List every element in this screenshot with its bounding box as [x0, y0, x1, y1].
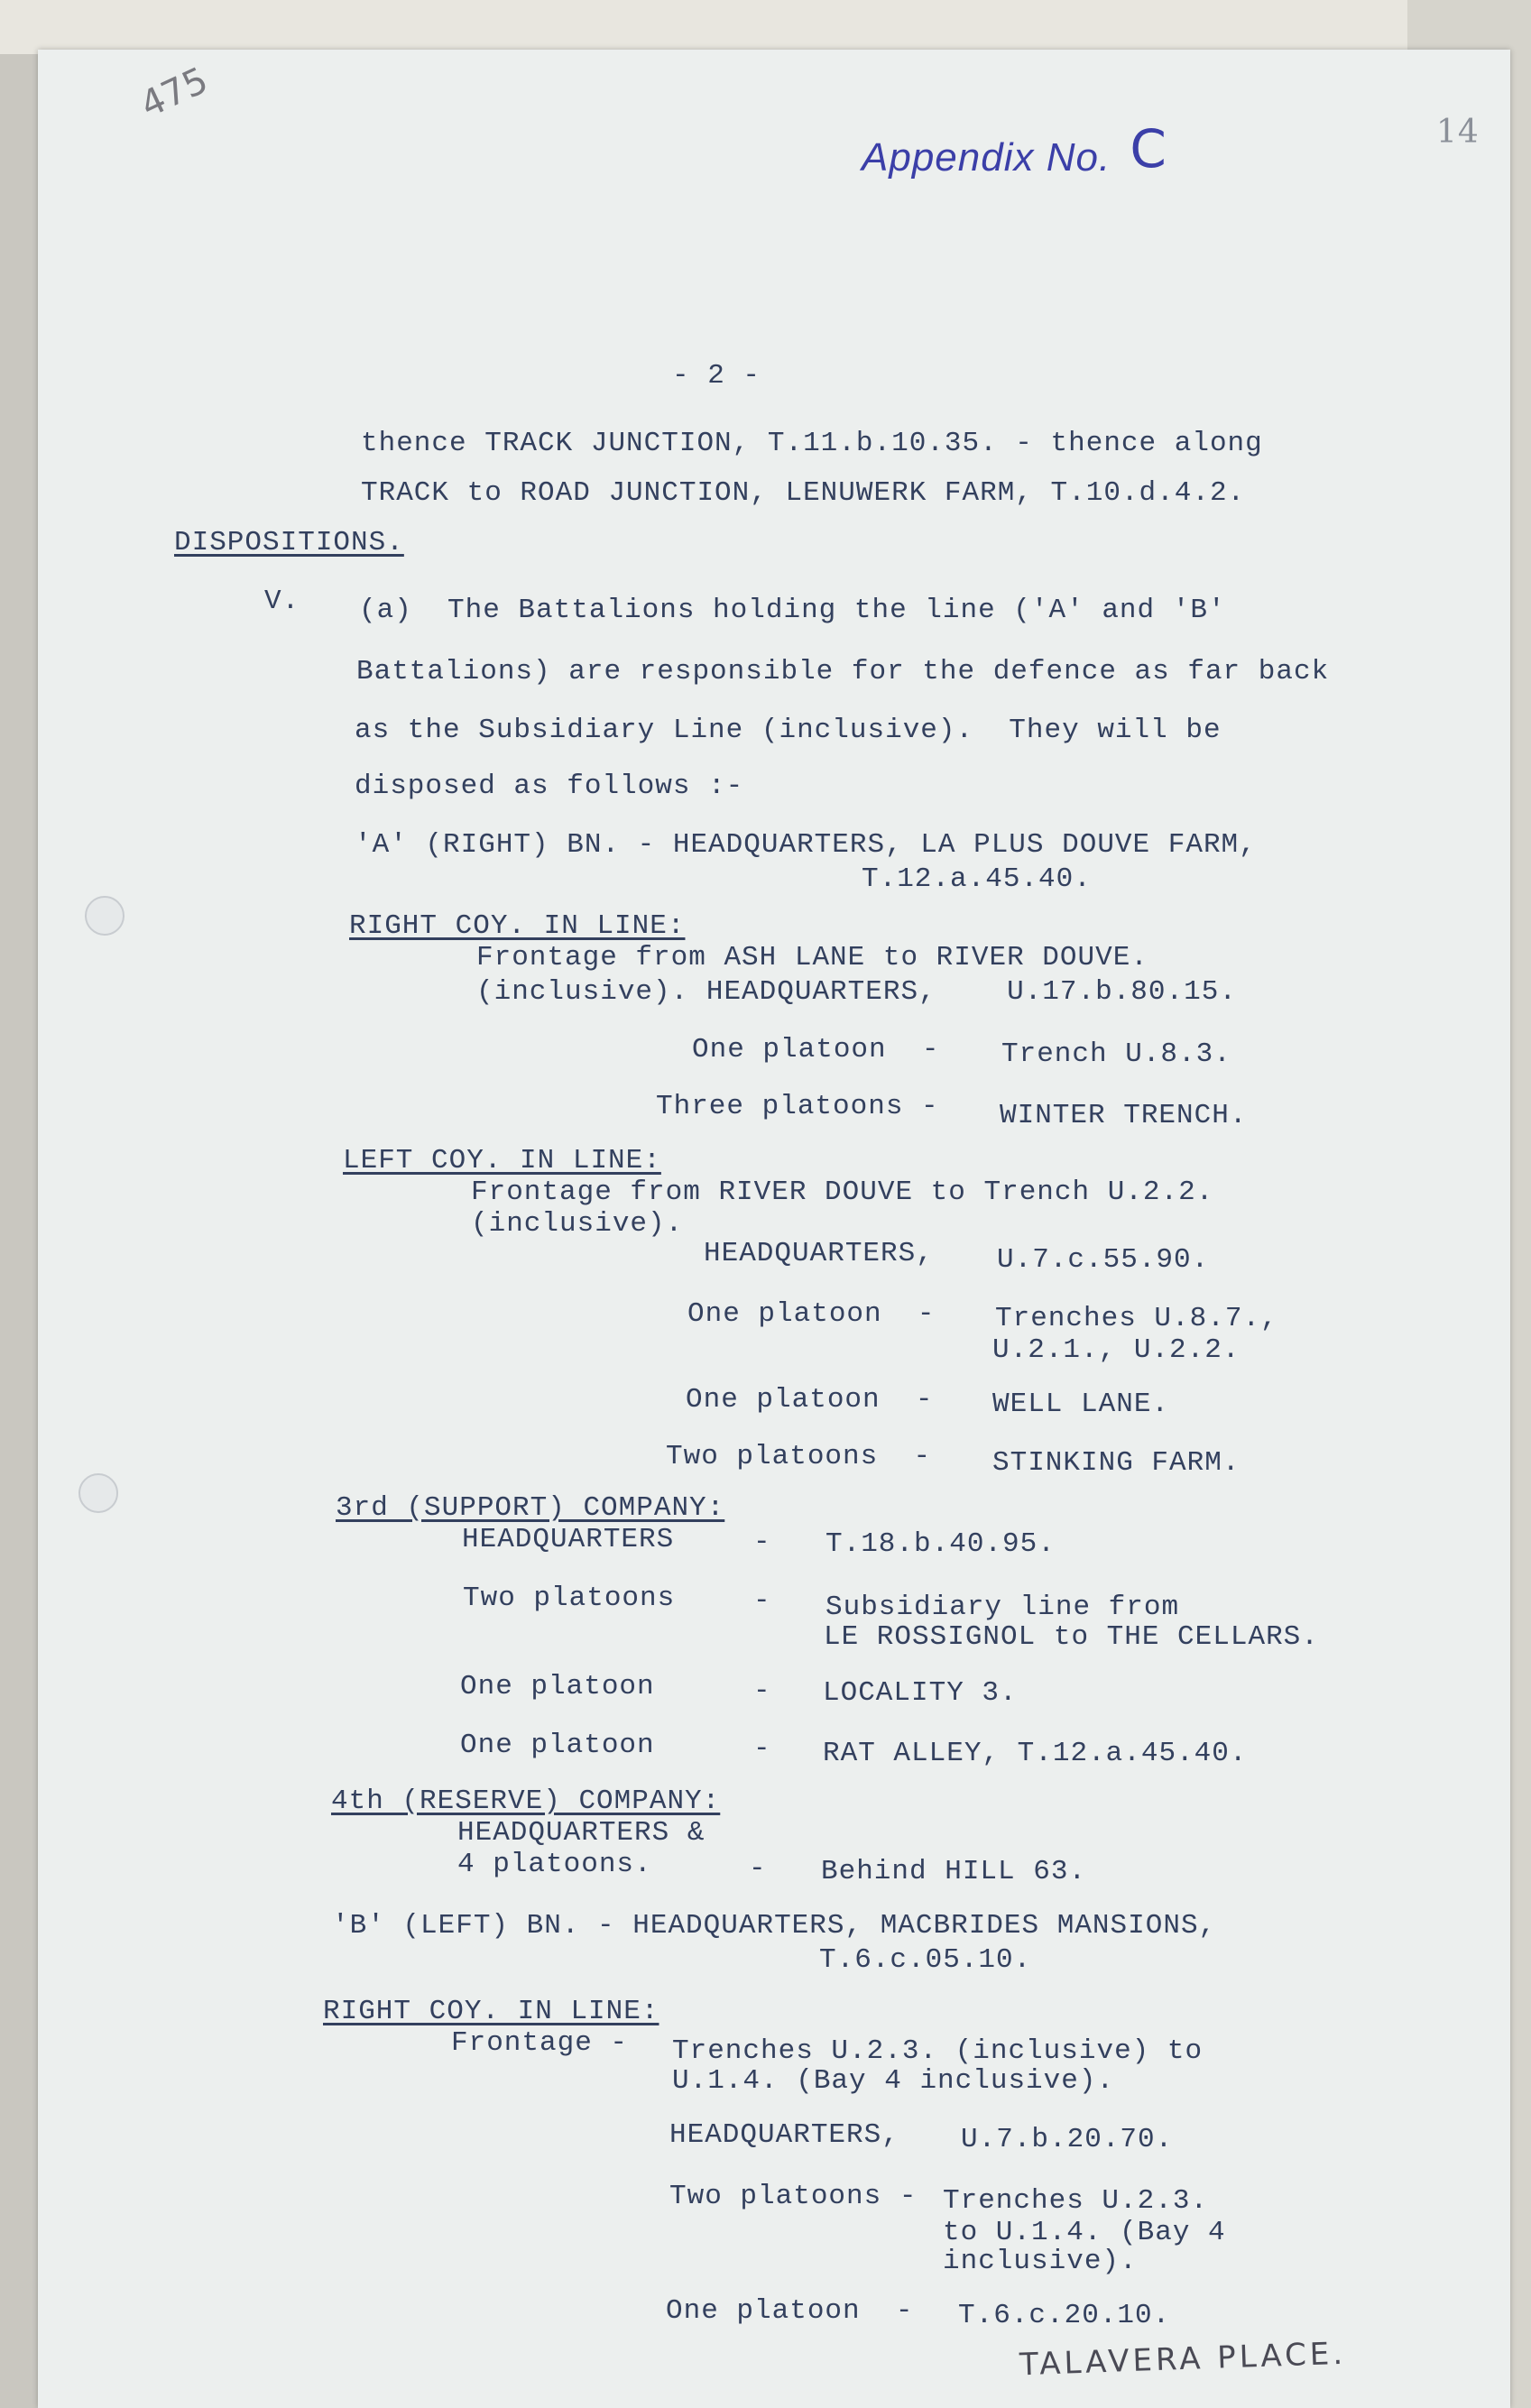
text-line: Battalions) are responsible for the defence as far back [356, 656, 1330, 687]
dash: - [753, 1675, 771, 1707]
hq-reference: T.18.b.40.95. [825, 1528, 1056, 1560]
platoon-label: Two platoons [463, 1582, 676, 1614]
page-number: - 2 - [672, 360, 761, 392]
sheet-number: 14 [1436, 114, 1480, 151]
punch-hole-top [85, 896, 125, 936]
platoon-location: WINTER TRENCH. [1000, 1100, 1248, 1131]
text-line: (inclusive). [471, 1208, 684, 1240]
platoon-location: Trenches U.2.3. [943, 2185, 1209, 2217]
platoon-label: One platoon [460, 1671, 655, 1702]
text-line: thence TRACK JUNCTION, T.11.b.10.35. - thence along [361, 428, 1263, 459]
platoon-location: to U.1.4. (Bay 4 [943, 2217, 1226, 2248]
company-heading: 3rd (SUPPORT) COMPANY: [336, 1492, 725, 1524]
hq-label: HEADQUARTERS, [704, 1238, 934, 1269]
pencil-folio-number: 475 [134, 60, 215, 126]
platoon-location: RAT ALLEY, T.12.a.45.40. [823, 1738, 1248, 1769]
platoon-label: Two platoons - [666, 1441, 932, 1472]
text-line: disposed as follows :- [355, 770, 744, 802]
company-heading: 4th (RESERVE) COMPANY: [331, 1785, 721, 1817]
platoon-label: One platoon - [686, 1384, 934, 1416]
platoon-location: Subsidiary line from [825, 1591, 1180, 1623]
text-line: TRACK to ROAD JUNCTION, LENUWERK FARM, T.10.d.4.2. [361, 477, 1246, 509]
appendix-stamp [862, 118, 1167, 183]
text-line: (inclusive). HEADQUARTERS, U.17.b.80.15. [476, 976, 1237, 1008]
platoon-label: One platoon - [666, 2295, 914, 2327]
underlying-sheet [0, 0, 1531, 54]
appendix-label: Appendix No. [862, 135, 1111, 180]
platoon-location: LE ROSSIGNOL to THE CELLARS. [824, 1621, 1319, 1653]
text-line: 4 platoons. [457, 1849, 652, 1880]
text-line: U.1.4. (Bay 4 inclusive). [672, 2065, 1115, 2097]
punch-hole-bottom [78, 1473, 118, 1513]
platoon-location: Behind HILL 63. [821, 1856, 1087, 1887]
hq-reference: U.7.c.55.90. [997, 1244, 1210, 1276]
text-line: Frontage - [451, 2027, 629, 2059]
text-line: HEADQUARTERS & [457, 1817, 706, 1849]
platoon-label: One platoon - [687, 1298, 936, 1330]
handwritten-place-note: TALAVERA PLACE. [1019, 2335, 1347, 2384]
dash: - [753, 1733, 771, 1765]
company-heading: LEFT COY. IN LINE: [343, 1145, 661, 1176]
platoon-location: U.2.1., U.2.2. [992, 1334, 1240, 1366]
platoon-label: One platoon [460, 1730, 655, 1761]
platoon-location: T.6.c.20.10. [958, 2300, 1171, 2331]
battalion-ref: T.12.a.45.40. [862, 863, 1092, 895]
battalion-line: 'B' (LEFT) BN. - HEADQUARTERS, MACBRIDES MANSIONS, [332, 1910, 1217, 1942]
platoon-location: STINKING FARM. [992, 1447, 1240, 1479]
dash: - [753, 1527, 771, 1558]
platoon-location: Trenches U.8.7., [995, 1303, 1278, 1334]
platoon-label: Three platoons - [656, 1091, 939, 1122]
hq-label: HEADQUARTERS, [669, 2119, 899, 2151]
text-line: Frontage from ASH LANE to RIVER DOUVE. [476, 942, 1148, 973]
text-line: (a) The Battalions holding the line ('A' and 'B' [359, 595, 1226, 626]
platoon-location: Trench U.8.3. [1001, 1038, 1231, 1070]
company-heading: RIGHT COY. IN LINE: [349, 910, 686, 942]
section-heading: DISPOSITIONS. [174, 527, 404, 558]
hq-label: HEADQUARTERS [462, 1524, 675, 1555]
dash: - [753, 1585, 771, 1617]
text-line: Frontage from RIVER DOUVE to Trench U.2.2. [471, 1176, 1214, 1208]
platoon-location: WELL LANE. [992, 1389, 1170, 1420]
text-line: as the Subsidiary Line (inclusive). They will be [355, 715, 1222, 746]
dash: - [749, 1853, 767, 1885]
platoon-label: Two platoons - [669, 2181, 918, 2212]
battalion-ref: T.6.c.05.10. [819, 1944, 1032, 1976]
hq-reference: U.7.b.20.70. [961, 2124, 1174, 2155]
platoon-label: One platoon - [692, 1034, 940, 1066]
platoon-location: inclusive). [943, 2246, 1138, 2277]
paragraph-number: V. [264, 586, 300, 617]
platoon-location: LOCALITY 3. [823, 1677, 1018, 1709]
text-line: Trenches U.2.3. (inclusive) to [672, 2035, 1204, 2067]
appendix-letter: C [1130, 118, 1167, 180]
company-heading: RIGHT COY. IN LINE: [323, 1996, 659, 2027]
battalion-line: 'A' (RIGHT) BN. - HEADQUARTERS, LA PLUS DOUVE FARM, [355, 829, 1257, 861]
